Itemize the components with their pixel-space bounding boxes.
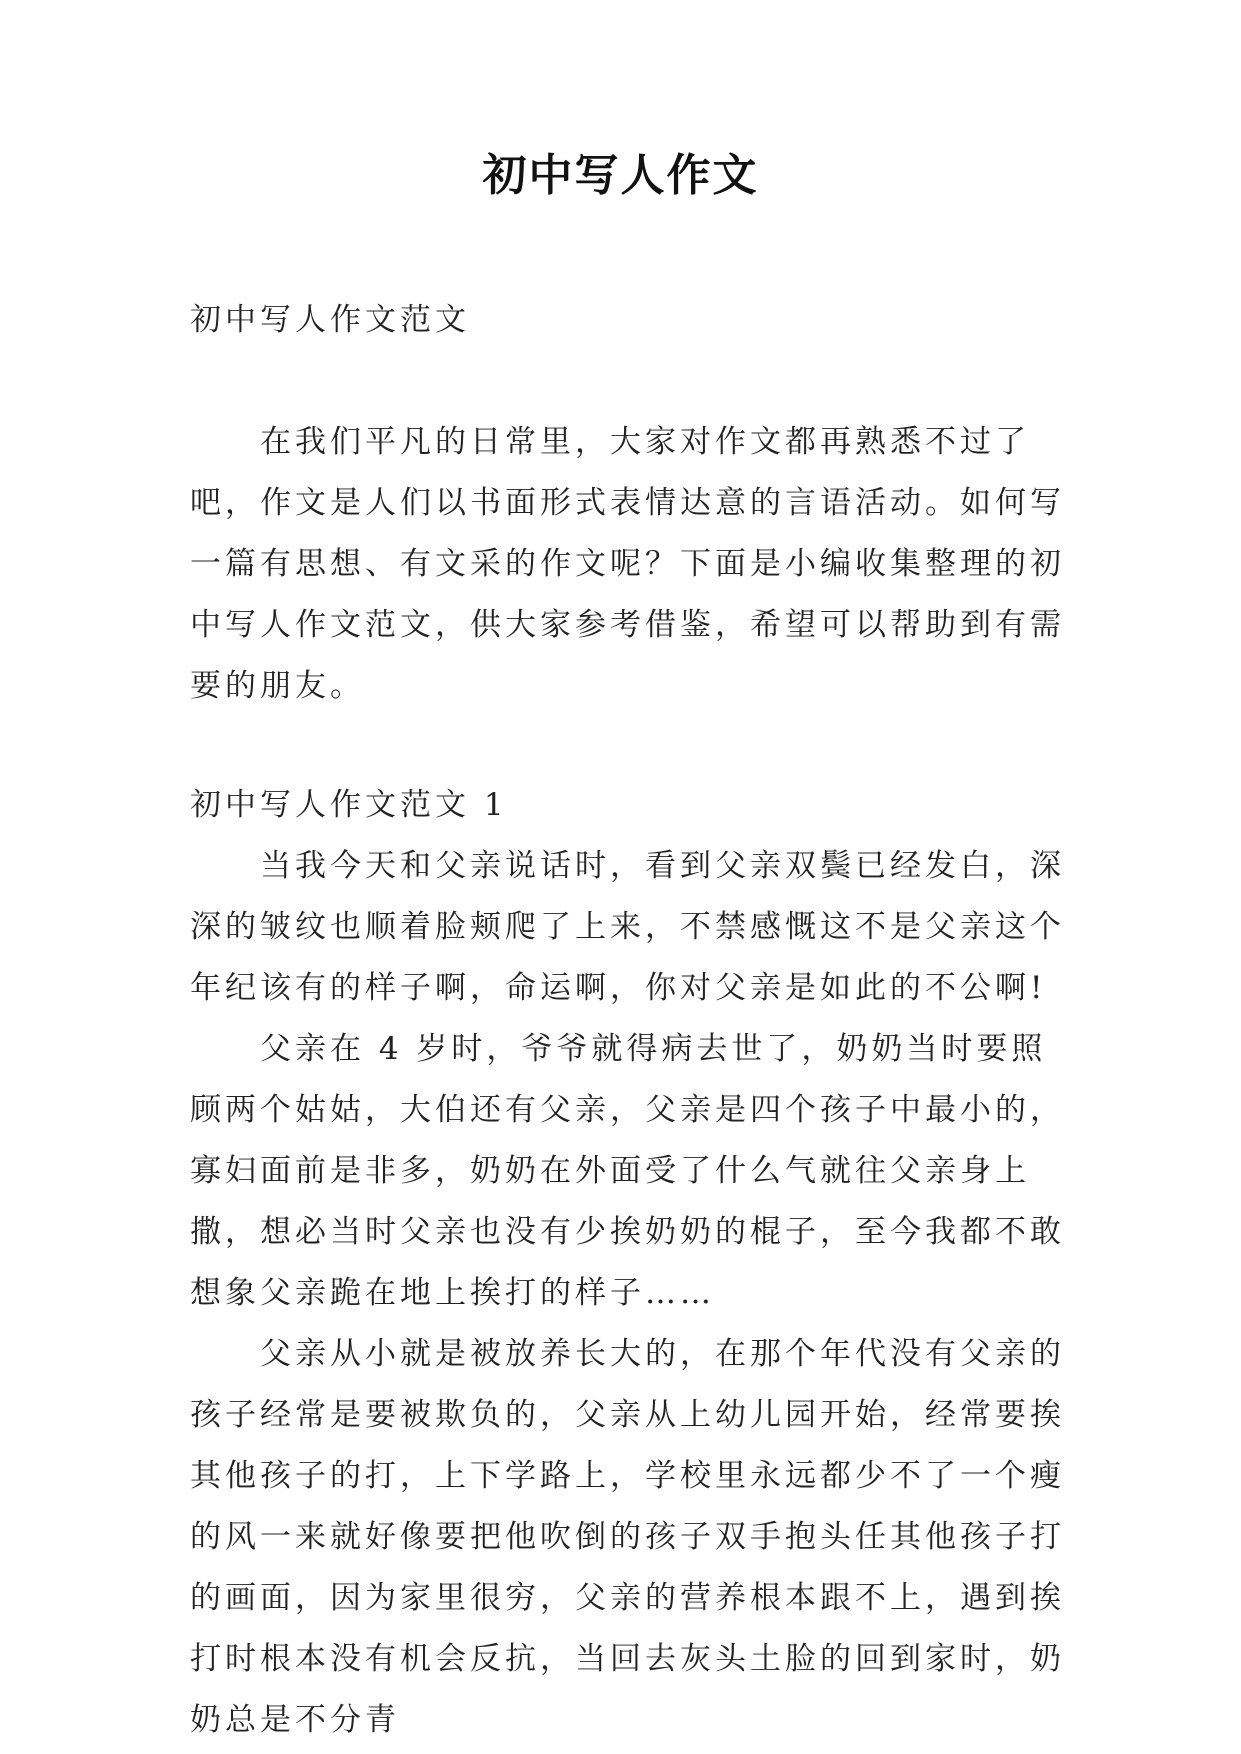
document-subtitle: 初中写人作文范文 (190, 302, 470, 338)
body-paragraph: 当我今天和父亲说话时，看到父亲双鬓已经发白，深深的皱纹也顺着脸颊爬了上来，不禁感慨这不是父亲这个年纪该有的样子啊，命运啊，你对父亲是如此的不公啊! (190, 848, 1065, 1006)
section-heading: 初中写人作文范文 1 (190, 787, 508, 823)
document-body (190, 290, 1070, 1751)
document-title: 初中写人作文 (482, 150, 759, 201)
body-paragraph: 父亲在 4 岁时，爷爷就得病去世了，奶奶当时要照顾两个姑姑，大伯还有父亲，父亲是四个孩子中最小的，寡妇面前是非多，奶奶在外面受了什么气就往父亲身上撒，想必当时父亲也没有少挨奶奶的棍子，至今我都不敢想象父亲跪在地上挨打的样子…… (190, 1031, 1065, 1311)
intro-paragraph: 在我们平凡的日常里，大家对作文都再熟悉不过了吧，作文是人们以书面形式表情达意的言语活动。如何写一篇有思想、有文采的作文呢？下面是小编收集整理的初中写人作文范文，供大家参考借鉴，希望可以帮助到有需要的朋友。 (190, 424, 1065, 704)
body-paragraph: 父亲从小就是被放养长大的，在那个年代没有父亲的孩子经常是要被欺负的，父亲从上幼儿园开始，经常要挨其他孩子的打，上下学路上，学校里永远都少不了一个瘦的风一来就好像要把他吹倒的孩子双手抱头任其他孩子打的画面，因为家里很穷，父亲的营养根本跟不上，遇到挨打时根本没有机会反抗，当回去灰头土脸的回到家时，奶奶总是不分青 (190, 1336, 1065, 1738)
